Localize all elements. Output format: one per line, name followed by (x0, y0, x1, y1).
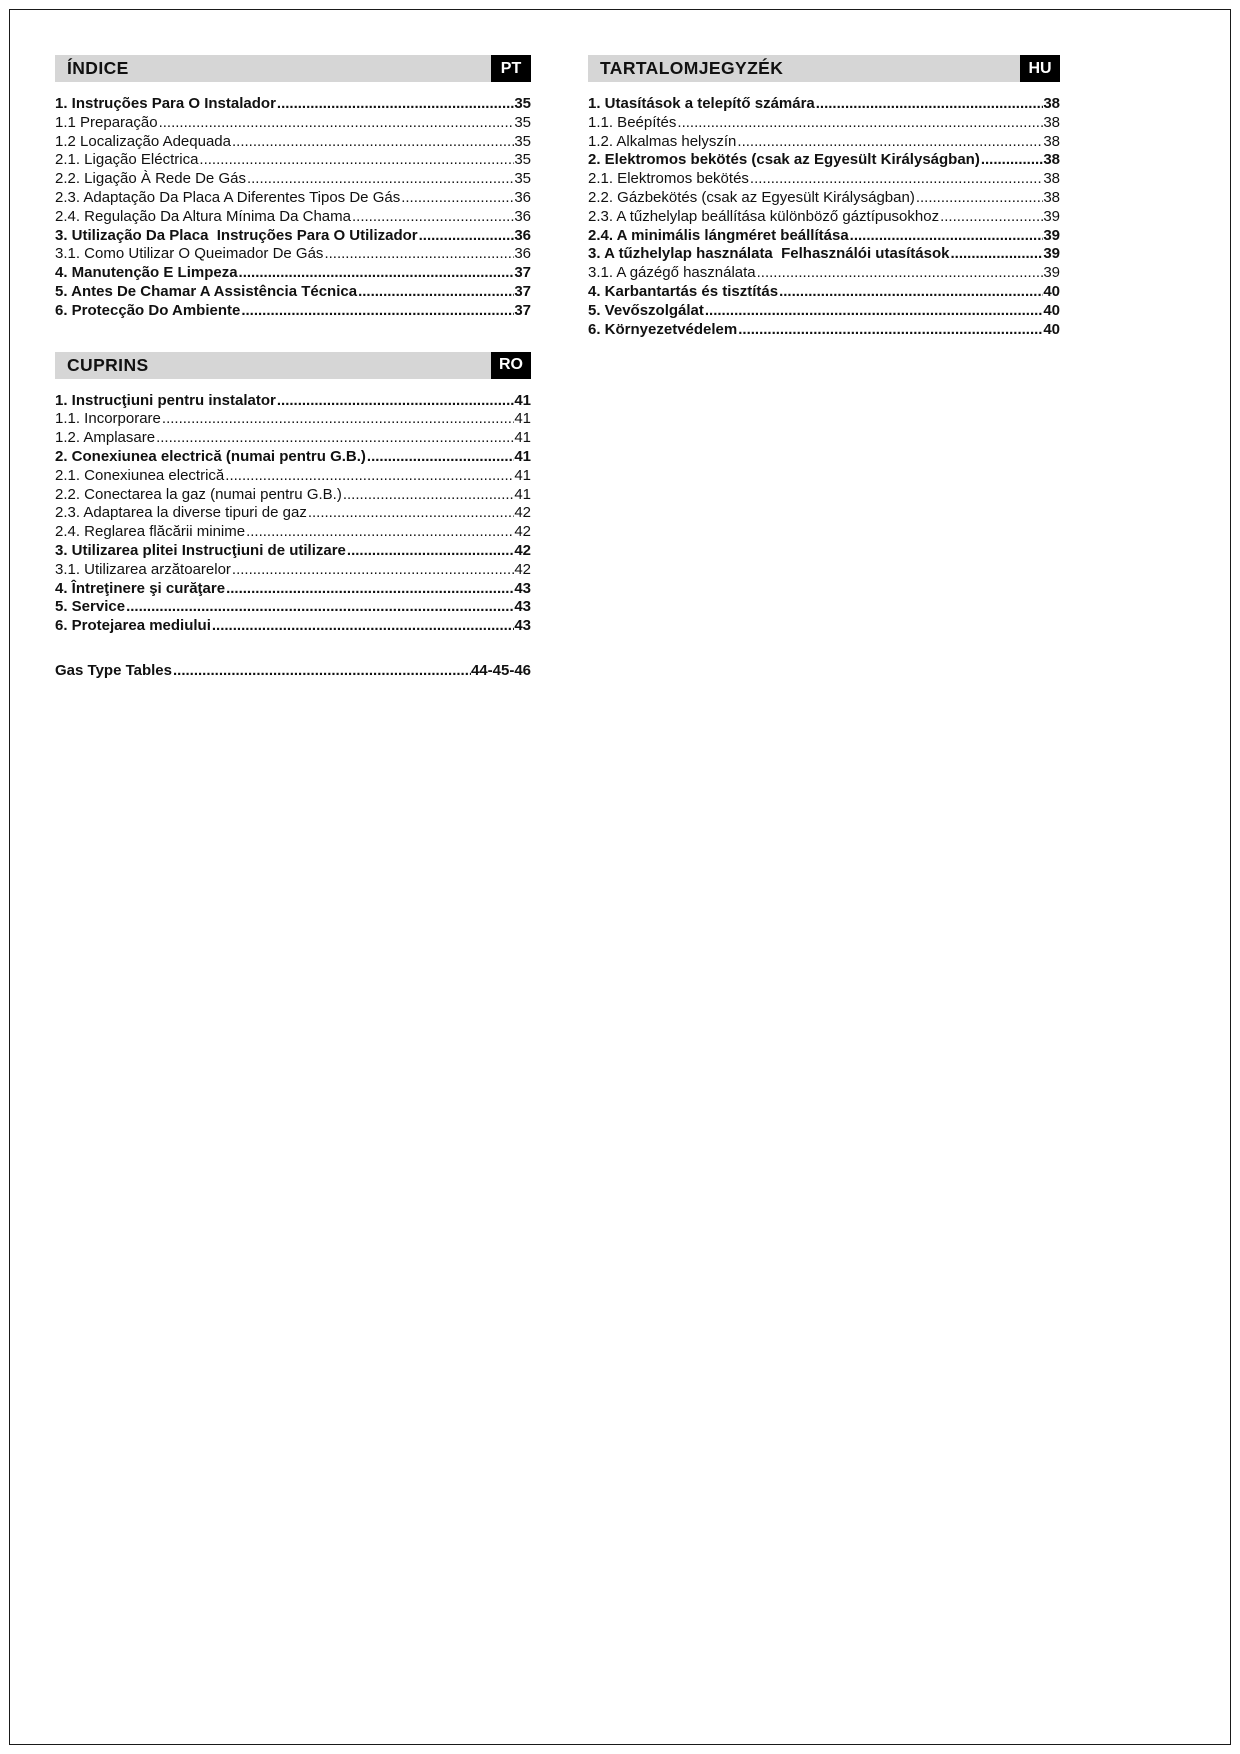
toc-entry-page: 39 (1043, 207, 1060, 225)
toc-entry (55, 542, 531, 561)
toc-entry-label: 2. Conexiunea electrică (numai pentru G.B.) (55, 447, 366, 465)
toc-entry (55, 283, 531, 302)
toc-entry (55, 486, 531, 505)
leader-dots (158, 114, 515, 133)
toc-entry-page: 40 (1043, 282, 1060, 300)
gas-type-tables-label: Gas Type Tables (55, 661, 172, 679)
toc-entry-label: 2.3. A tűzhelylap beállítása különböző gáztípusokhoz (588, 207, 940, 225)
gas-type-tables-pages: 44-45-46 (470, 661, 531, 679)
toc-entry (55, 392, 531, 411)
toc-entry (55, 95, 531, 114)
leader-dots (357, 283, 514, 302)
toc-entry-label: 1.2 Localização Adequada (55, 132, 231, 150)
leader-dots (950, 245, 1044, 264)
leader-dots (737, 321, 1043, 340)
toc-entry (55, 429, 531, 448)
toc-entry-label: 1.2. Amplasare (55, 429, 156, 447)
toc-entry-label: 1.2. Alkalmas helyszín (588, 132, 737, 150)
leader-dots (342, 486, 514, 505)
leader-dots (980, 151, 1043, 170)
toc-entry-page: 38 (1043, 132, 1060, 150)
toc-entry-page: 35 (514, 170, 531, 188)
toc-entry-label: 1. Instrucţiuni pentru instalator (55, 391, 276, 409)
toc-entry-page: 36 (514, 188, 531, 206)
leader-dots (778, 283, 1043, 302)
leader-dots (231, 133, 514, 152)
leader-dots (276, 392, 514, 411)
toc-entry-label: 2.3. Adaptação Da Placa A Diferentes Tipos De Gás (55, 188, 401, 206)
leader-dots (224, 467, 514, 486)
toc-entry-label: 4. Manutenção E Limpeza (55, 264, 238, 282)
leader-dots (366, 448, 514, 467)
toc-entry-label: 3.1. A gázégő használata (588, 264, 756, 282)
toc-entry-page: 42 (514, 504, 531, 522)
leader-dots (211, 617, 514, 636)
toc-section-pt (55, 55, 531, 321)
toc-entry-page: 40 (1043, 301, 1060, 319)
toc-entry (55, 189, 531, 208)
toc-entry-page: 43 (514, 598, 531, 616)
toc-list-ro (55, 392, 531, 636)
toc-entry (55, 245, 531, 264)
section-header-ro (55, 352, 531, 379)
toc-entry-label: 4. Karbantartás és tisztítás (588, 282, 779, 300)
toc-entry (55, 151, 531, 170)
gas-type-tables-entry (55, 662, 531, 681)
leader-dots (172, 662, 471, 681)
toc-entry-page: 35 (514, 113, 531, 131)
toc-entry-page: 36 (514, 226, 531, 244)
toc-entry-label: 2.4. Regulação Da Altura Mínima Da Chama (55, 207, 351, 225)
toc-section-hu (588, 55, 1060, 339)
toc-entry-page: 41 (514, 410, 531, 428)
toc-entry (588, 283, 1060, 302)
toc-entry (55, 617, 531, 636)
toc-entry-page: 43 (514, 579, 531, 597)
toc-entry-page: 39 (1043, 226, 1060, 244)
toc-entry-page: 36 (514, 207, 531, 225)
toc-entry-page: 43 (514, 617, 531, 635)
toc-entry-label: 2.2. Conectarea la gaz (numai pentru G.B.) (55, 485, 342, 503)
leader-dots (756, 264, 1044, 283)
leader-dots (307, 504, 514, 523)
right-column (588, 55, 1060, 339)
toc-entry (588, 151, 1060, 170)
toc-entry (588, 245, 1060, 264)
toc-entry-page: 41 (514, 485, 531, 503)
toc-entry-label: 1. Instruções Para O Instalador (55, 95, 276, 112)
toc-entry-page: 42 (514, 523, 531, 541)
toc-entry (55, 170, 531, 189)
toc-entry-label: 6. Protecção Do Ambiente (55, 301, 241, 319)
section-title-ro: CUPRINS (67, 354, 149, 375)
section-header-pt (55, 55, 531, 82)
left-column (55, 55, 531, 681)
toc-entry (55, 504, 531, 523)
toc-entry (55, 598, 531, 617)
toc-entry-label: 3. Utilização Da Placa Instruções Para O Utilizador (55, 226, 418, 244)
toc-entry-label: 2.2. Ligação À Rede De Gás (55, 170, 246, 188)
toc-section-ro (55, 352, 531, 636)
language-badge-pt: PT (491, 55, 531, 82)
leader-dots (346, 542, 514, 561)
toc-entry (588, 227, 1060, 246)
leader-dots (736, 133, 1043, 152)
section-header-hu (588, 55, 1060, 82)
toc-entry-page: 39 (1043, 264, 1060, 282)
leader-dots (225, 580, 514, 599)
leader-dots (198, 151, 514, 170)
leader-dots (245, 523, 514, 542)
leader-dots (351, 208, 514, 227)
toc-entry (55, 410, 531, 429)
toc-entry-label: 6. Protejarea mediului (55, 617, 211, 635)
toc-entry-page: 42 (514, 560, 531, 578)
toc-entry-label: 4. Întreţinere şi curăţare (55, 579, 226, 597)
leader-dots (939, 208, 1043, 227)
leader-dots (815, 95, 1044, 114)
leader-dots (155, 429, 514, 448)
toc-entry-page: 38 (1043, 95, 1060, 112)
leader-dots (238, 264, 515, 283)
leader-dots (704, 302, 1043, 321)
toc-entry-label: 3.1. Utilizarea arzătoarelor (55, 560, 231, 578)
toc-entry-label: 6. Környezetvédelem (588, 320, 738, 338)
toc-entry-page: 37 (514, 301, 531, 319)
leader-dots (418, 227, 515, 246)
toc-entry (588, 170, 1060, 189)
toc-entry-page: 37 (514, 264, 531, 282)
toc-entry (55, 114, 531, 133)
toc-list-pt (55, 95, 531, 321)
toc-entry-label: 2.1. Elektromos bekötés (588, 170, 749, 188)
toc-entry-page: 35 (514, 151, 531, 169)
toc-entry-page: 42 (514, 541, 531, 559)
toc-entry-label: 2.2. Gázbekötés (csak az Egyesült Királyságban) (588, 188, 915, 206)
section-title-hu: TARTALOMJEGYZÉK (600, 58, 784, 78)
toc-entry-label: 5. Service (55, 598, 126, 616)
toc-entry-label: 1.1. Incorporare (55, 410, 161, 428)
toc-entry (588, 114, 1060, 133)
toc-entry-page: 41 (514, 429, 531, 447)
toc-entry-label: 3. A tűzhelylap használata Felhasználói utasítások (588, 245, 950, 263)
toc-entry-label: 3.1. Como Utilizar O Queimador De Gás (55, 245, 324, 263)
toc-entry-page: 38 (1043, 151, 1060, 169)
toc-entry-label: 3. Utilizarea plitei Instrucţiuni de utilizare (55, 541, 346, 559)
toc-entry-label: 2.1. Conexiunea electrică (55, 466, 225, 484)
leader-dots (246, 170, 514, 189)
toc-entry-page: 38 (1043, 188, 1060, 206)
toc-entry (55, 264, 531, 283)
toc-entry-label: 2. Elektromos bekötés (csak az Egyesült Királyságban) (588, 151, 980, 169)
toc-entry-label: 1. Utasítások a telepítő számára (588, 95, 815, 112)
leader-dots (676, 114, 1043, 133)
toc-entry (588, 264, 1060, 283)
toc-entry (588, 302, 1060, 321)
toc-entry (55, 208, 531, 227)
toc-entry (55, 227, 531, 246)
language-badge-hu: HU (1020, 55, 1060, 82)
toc-entry-page: 41 (514, 391, 531, 409)
toc-entry (55, 467, 531, 486)
toc-entry-page: 40 (1043, 320, 1060, 338)
toc-entry-page: 35 (514, 132, 531, 150)
toc-entry-page: 37 (514, 282, 531, 300)
toc-entry-label: 5. Antes De Chamar A Assistência Técnica (55, 282, 358, 300)
leader-dots (400, 189, 514, 208)
leader-dots (915, 189, 1043, 208)
toc-entry-page: 39 (1043, 245, 1060, 263)
toc-entry (588, 321, 1060, 340)
leader-dots (276, 95, 514, 114)
toc-entry (55, 523, 531, 542)
leader-dots (323, 245, 514, 264)
leader-dots (231, 561, 514, 580)
toc-entry (55, 580, 531, 599)
leader-dots (125, 598, 514, 617)
section-title-pt: ÍNDICE (67, 58, 129, 78)
toc-entry (588, 189, 1060, 208)
leader-dots (240, 302, 514, 321)
toc-entry (55, 133, 531, 152)
toc-entry (55, 302, 531, 321)
leader-dots (849, 227, 1044, 246)
leader-dots (161, 410, 514, 429)
toc-entry (588, 208, 1060, 227)
toc-entry-label: 2.3. Adaptarea la diverse tipuri de gaz (55, 504, 307, 522)
toc-entry-page: 41 (514, 466, 531, 484)
toc-entry (588, 95, 1060, 114)
toc-entry-label: 1.1. Beépítés (588, 113, 677, 131)
toc-entry-page: 35 (514, 95, 531, 112)
toc-entry-label: 1.1 Preparação (55, 113, 158, 131)
toc-entry-page: 36 (514, 245, 531, 263)
toc-entry (588, 133, 1060, 152)
toc-entry-page: 41 (514, 447, 531, 465)
toc-entry-page: 38 (1043, 113, 1060, 131)
toc-entry-label: 2.4. A minimális lángméret beállítása (588, 226, 849, 244)
toc-list-hu (588, 95, 1060, 339)
toc-entry-page: 38 (1043, 170, 1060, 188)
toc-entry-label: 5. Vevőszolgálat (588, 301, 704, 319)
toc-entry (55, 448, 531, 467)
toc-entry-label: 2.1. Ligação Eléctrica (55, 151, 199, 169)
toc-entry-label: 2.4. Reglarea flăcării minime (55, 523, 246, 541)
leader-dots (749, 170, 1043, 189)
language-badge-ro: RO (491, 352, 531, 379)
toc-entry (55, 561, 531, 580)
